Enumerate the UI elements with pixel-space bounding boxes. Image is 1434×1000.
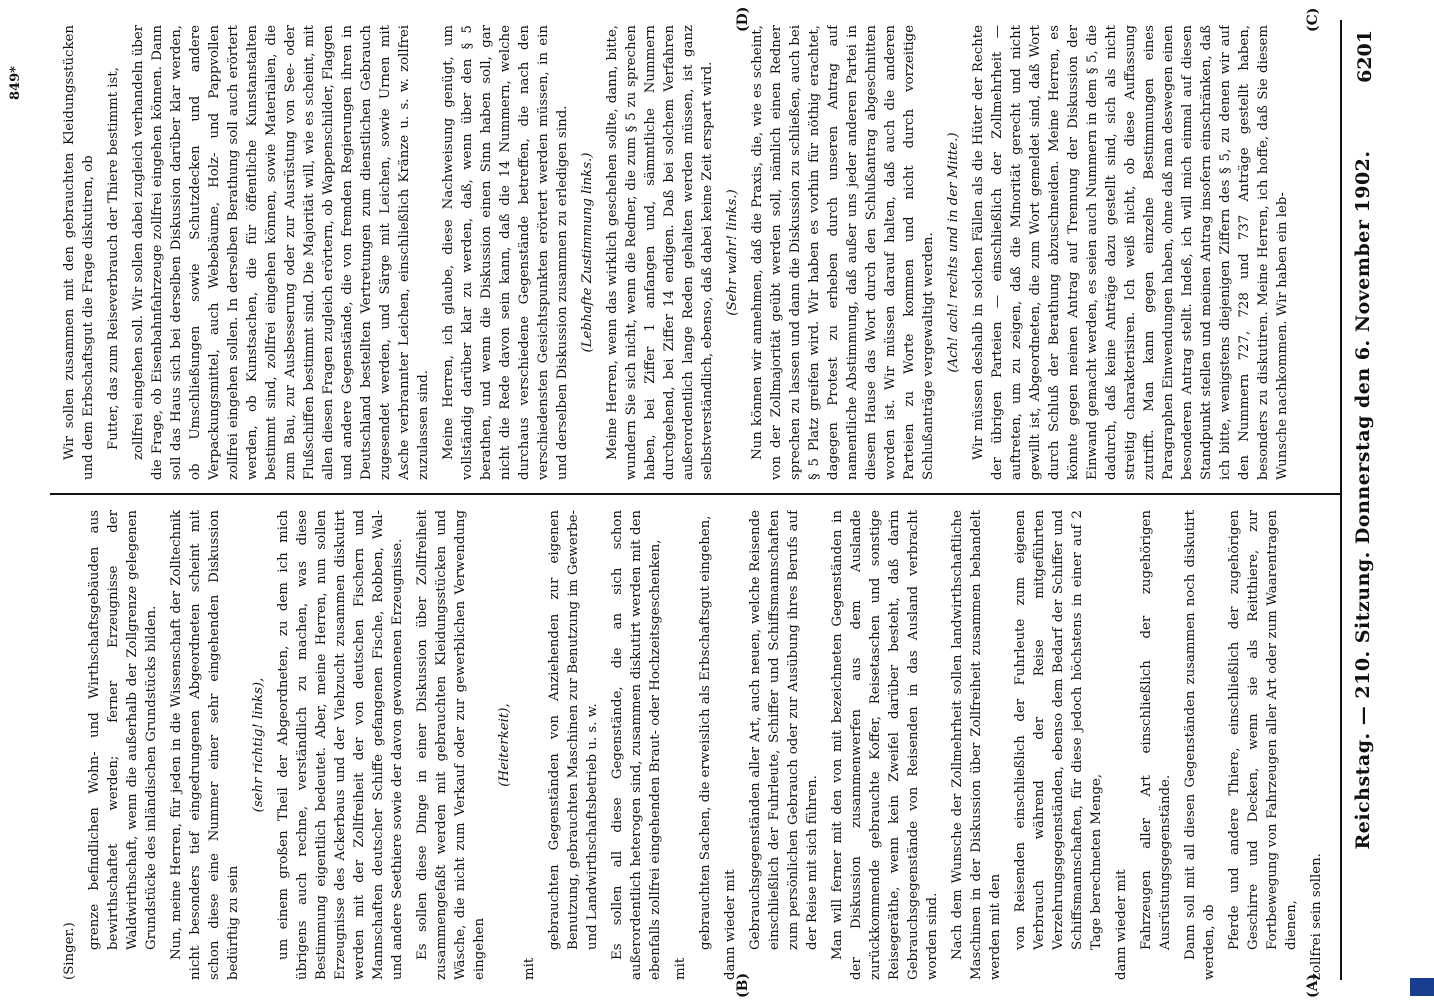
paragraph: (sehr richtig! links), <box>251 677 266 813</box>
paragraph: (Heiterkeit), <box>497 703 512 787</box>
paragraph: dann wieder mit <box>1114 869 1129 980</box>
paragraph: Wir müssen deshalb in solchen Fällen als die Hüter der Rechte der übrigen Parteien — einschließlich der Zollmehrheit — auftreten, um zu zeigen, daß die Minorität gerecht und nicht gewillt ist, Abgeordneten, die zum Wort gemeldet sind, daß Wort durch Schluß der Berathung abzuschneiden. Meine Herren, es könnte gegen meinen Antrag auf Trennung der Diskussion der Einwand gemacht werden, es seien auch Nummern in dem § 5, die dadurch, daß keine Anträge dazu gestellt sind, sich als nicht streitig charakterisiren. Ich weiß nicht, ob diese Auffassung zutrifft. Man kann gegen einzelne Bestimmungen eines Paragraphen Einwendungen haben, ohne daß man deswegen einen besonderen Antrag stellt. Indeß, ich will mich einmal auf diesen Standpunkt stellen und meinen Antrag insofern einschränken, daß ich bitte, wenigstens diejenigen Ziffern des § 5, zu denen wir auf den Nummern 727, 728 und 737 Anträge gestellt haben, besonders zu diskutiren. Meine Herren, ich hoffe, daß Sie diesem Wunsche nachkommen. Wir haben ein leb- <box>971 25 1290 480</box>
paragraph: Es sollen all diese Gegenstände, die an sich schon außerordentlich heterogen sind, zusammen diskutirt werden mit den ebenfalls zollfrei eingehenden Braut- oder Hochzeitsgeschenken, <box>610 510 663 980</box>
paragraph: Gebrauchsgegenständen aller Art, auch neuen, welche Reisende einschließlich der Fuhrleute, Schiffer und Schiffsmannschaften zum persönlichen Gebrauch oder zur Ausübung ihres Berufs auf der Reise mit sich führen. <box>748 510 820 950</box>
paragraph: (Sehr wahr! links.) <box>725 189 740 316</box>
paragraph: Nun, meine Herren, für jeden in die Wissenschaft der Zolltechnik nicht besonders tief eingedrungenen Abgeordneten scheint mit schon diese eine Nummer einer sehr eingehenden Diskussion bedürftig zu sein <box>169 510 241 980</box>
margin-mark-c: (C) <box>1305 7 1321 32</box>
paragraph: Meine Herren, ich glaube, diese Nachweisung genügt, um vollständig darüber klar zu werden, daß, wenn über den § 5 berathen, und wenn die Diskussion einen Sinn haben soll, gar nicht die Rede davon sein kann, daß die 14 Nummern, welche durchaus verschiedene Gegenstände betreffen, die nach den verschiedensten Gesichtspunkten erörtert werden müssen, in ein und derselben Diskussion zusammen zu erledigen sind. <box>441 25 570 480</box>
paragraph: Wir sollen zusammen mit den gebrauchten Kleidungsstücken und dem Erbschaftsgut die Frage diskutiren, ob <box>62 25 96 480</box>
left-column <box>60 510 1330 980</box>
paragraph: (Ach! ach! rechts und in der Mitte.) <box>946 132 961 373</box>
running-title: Reichstag. — 210. Sitzung. Donnerstag den 6. November 1902. <box>1352 150 1374 850</box>
paragraph: zollfrei eingehen soll. Wir sollen dabei zugleich verhandeln über die Frage, ob Eisenbahnfahrzeuge zollfrei eingehen können. Dann soll das Haus sich bei derselben Diskussion darüber klar werden, ob Umschließungen sowie Schutzdecken und andere Verpackungsmittel, auch Webebäume, Holz- und Pappvollen zollfrei eingehen sollen. In derselben Berathung soll auch erörtert werden, ob Kunstsachen, die für öffentliche Kunstanstalten bestimmt sind, zollfrei eingehen können, sowie Materialien, die zum Bau, zur Ausbesserung oder zur Ausrüstung von See- oder Flußschiffen bestimmt sind. Die Majorität will, wie es scheint, mit allen diesen Fragen zugleich erörtern, ob Wappenschilder, Flaggen und andere Gegenstände, die von fremden Regierungen ihren in Deutschland bestellten Vertretungen zum dienstlichen Gebrauch zugesendet werden, und Särge mit Leichen, sowie Urnen mit Asche verbrannter Leichen, einschließlich Kränze u. s. w. zollfrei zuzulassen sind. <box>131 25 431 480</box>
right-column <box>60 25 1330 480</box>
paragraph: Pferde und andere Thiere, einschließlich der zugehörigen Geschirre und Decken, wenn sie als Reitthiere, zur Fortbewegung von Fahrzeugen aller Art oder zum Waarentragen dienen, <box>1227 510 1299 950</box>
paragraph: Nach dem Wunsche der Zollmehrheit sollen landwirthschaftliche Maschinen in der Diskussion über Zollfreiheit zusammen behandelt werden mit den <box>950 510 1003 980</box>
signature-mark: 849* <box>8 66 23 100</box>
paragraph: mit <box>522 957 537 980</box>
dfg-logo-icon <box>1410 978 1434 996</box>
paragraph: (Lebhafte Zustimmung links.) <box>580 152 595 353</box>
paragraph: mit <box>673 957 688 980</box>
paragraph: dann wieder mit <box>723 869 738 980</box>
paragraph: Es sollen diese Dinge in einer Diskussion über Zollfreiheit zusammengefaßt werden mit gebrauchten Kleidungsstücken und Wäsche, die nicht zum Verkauf oder zur gewerblichen Verwendung eingehen <box>415 510 487 980</box>
paragraph: von Reisenden einschließlich der Fuhrleute zum eigenen Verbrauch während der Reise mitgeführten Verzehrungsgegenständen, ebenso dem Bedarf der Schiffer und Schiffsmannschaften, für diese jedoch höchstens in einer auf 2 Tage berechneten Menge, <box>1013 510 1104 950</box>
column-divider <box>50 493 1340 495</box>
paragraph: Man will ferner mit den von mit bezeichneten Gegenständen in der Diskussion zusammenwerfen aus dem Auslande zurückkommende gebrauchte Koffer, Reisetaschen und sonstige Reisegeräthe, wenn kein Zweifel darüber besteht, daß darin Gebrauchsgegenstände von Reisenden in das Ausland verbracht worden sind. <box>830 510 940 980</box>
paragraph: Fahrzeugen aller Art einschließlich der zugehörigen Ausrüstungsgegenstände. <box>1139 510 1173 950</box>
paragraph: zollfrei sein sollen. <box>1309 853 1324 980</box>
paragraph: Futter, das zum Reiseverbrauch der Thiere bestimmt ist, <box>106 67 121 450</box>
paragraph: um einem großen Theil der Abgeordneten, zu dem ich mich übrigens auch rechne, verständlich zu machen, was diese Bestimmung eigentlich bedeutet. Aber, meine Herren, nun sollen Erzeugnisse des Ackerbaus und der Viehzucht zusammen diskutirt werden mit der Zollfreiheit der von deutschen Fischern und Mannschaften deutscher Schiffe gefangenen Fische, Robben, Wal- und andere Seethiere sowie der davon gewonnenen Erzeugnisse. <box>276 510 405 980</box>
margin-mark-d: (D) <box>735 6 751 32</box>
page-number: 6201 <box>1354 30 1376 83</box>
paragraph: gebrauchten Sachen, die erweislich als Erbschaftsgut eingehen, <box>698 515 713 950</box>
paragraph: grenze befindlichen Wohn- und Wirthschaftsgebäuden aus bewirthschaftet werden; ferner Erzeugnisse der Waldwirthschaft, wenn die außerhalb der Zollgrenze gelegenen Grundstücke des inländischen Grundstücks bilden. <box>87 510 159 950</box>
paragraph: Dann soll mit all diesen Gegenständen zusammen noch diskutirt werden, ob <box>1183 510 1217 980</box>
margin-mark-b: (B) <box>735 972 751 998</box>
paragraph: (Singer.) <box>62 922 77 980</box>
margin-mark-a: (A) <box>1305 973 1321 998</box>
page-header <box>1346 30 1386 970</box>
paragraph: gebrauchten Gegenständen von Anziehenden zur eigenen Benutzung, gebrauchten Maschinen zur Benutzung im Gewerbe- und Landwirthschaftsbetrieb u. s. w. <box>547 510 600 950</box>
digitization-credit <box>1416 0 1434 1000</box>
paragraph: Meine Herren, wenn das wirklich geschehen sollte, dann, bitte, wundern Sie sich nicht, wenn die Redner, die zum § 5 zu sprechen haben, bei Ziffer 1 anfangen und, sämmtliche Nummern durchgehend, bei Ziffer 14 endigen. Daß bei solchem Verfahren außerordentlich lange Reden gehalten werden müssen, ist ganz selbstverständlich, ebenso, daß dabei keine Zeit erspart wird. <box>605 25 715 480</box>
paragraph: Nun können wir annehmen, daß die Praxis, die, wie es scheint, von der Zollmajorität geübt werden soll, nämlich einen Redner sprechen zu lassen und dann die Diskussion zu schließen, auch bei § 5 Platz greifen wird. Wir haben es vorhin für nöthig erachtet, dagegen Protest zu erheben durch unseren Antrag auf namentliche Abstimmung, daß außer uns jeder anderen Partei in diesem Hause das Wort durch den Schlußantrag abgeschnitten worden ist. Wir müssen darauf halten, daß auch die anderen Parteien zu Worte kommen und nicht durch vorzeitige Schlußanträge vergewaltigt werden. <box>750 25 936 480</box>
header-rule <box>1340 20 1342 980</box>
